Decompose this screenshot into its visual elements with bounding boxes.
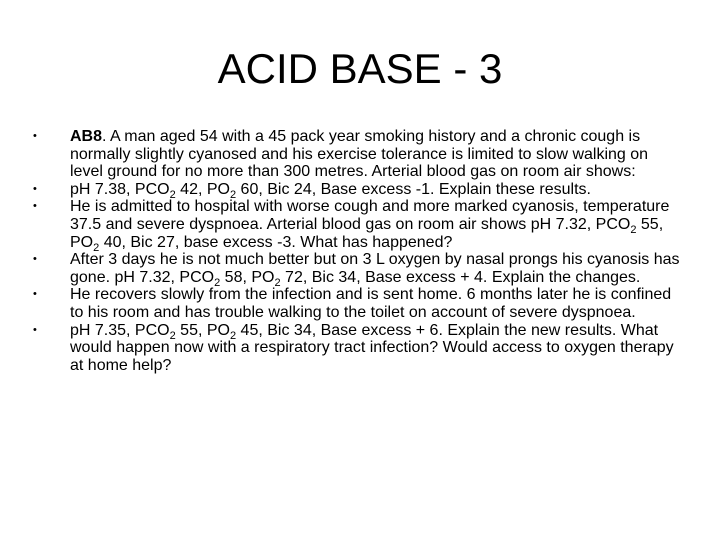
subscript: 2 [229, 188, 237, 201]
bullet-item [33, 286, 685, 321]
bullet-dot-icon: • [33, 200, 37, 213]
bullet-dot-icon: • [33, 182, 37, 195]
bullet-list [33, 128, 685, 374]
bullet-text: 58, PO [220, 268, 275, 286]
bullet-dot-icon: • [33, 288, 37, 301]
bullet-dot-icon: • [33, 130, 37, 142]
bullet-text: 55, PO [70, 215, 664, 251]
bullet-text: . A man aged 54 with a 45 pack year smoking history and a chronic cough is normally slightly cyanosed and his exercise tolerance is limited to slow walking on level ground for no more than 300 metres. Arterial blood gas on room air shows: [70, 128, 649, 181]
bullet-item [33, 180, 685, 201]
bullet-text: pH 7.35, PCO [70, 321, 170, 339]
bullet-text: 60, Bic 24, Base excess -1. Explain these results. [236, 180, 591, 198]
bullet-text: After 3 days he is not much better but on 3 L oxygen by nasal prongs his cyanosis has gone. pH 7.32, PCO [70, 251, 680, 286]
bullet-text: He recovers slowly from the infection and is sent home. 6 months later he is confined to his room and has trouble walking to the toilet on account of severe dyspnoea. [70, 286, 672, 321]
case-label: AB8 [70, 128, 103, 145]
bullet-dot-icon: • [33, 323, 37, 336]
subscript: 2 [93, 241, 100, 254]
bullet-item [33, 198, 685, 254]
bullet-item [33, 251, 685, 289]
slide-title: ACID BASE - 3 [217, 45, 503, 92]
bullet-text: 42, PO [175, 180, 230, 198]
bullet-item [33, 128, 685, 181]
subscript: 2 [169, 188, 176, 201]
subscript: 2 [630, 223, 637, 236]
bullet-text: 55, PO [175, 321, 230, 339]
bullet-text: 45, Bic 34, Base excess + 6. Explain the new results. What would happen now with a respiratory tract infection? Would access to oxygen therapy at home help? [70, 321, 674, 374]
bullet-text: pH 7.38, PCO [70, 180, 170, 198]
bullet-text: 40, Bic 27, base excess -3. What has happened? [99, 233, 453, 251]
subscript: 2 [274, 276, 281, 289]
bullet-dot-icon: • [33, 253, 37, 266]
bullet-item [33, 321, 685, 375]
subscript: 2 [229, 329, 237, 342]
bullet-text: 72, Bic 34, Base excess + 4. Explain the changes. [280, 268, 641, 286]
subscript: 2 [214, 276, 221, 289]
bullet-text: He is admitted to hospital with worse cough and more marked cyanosis, temperature 37.5 and severe dyspnoea. Arterial blood gas on room air shows pH 7.32, PCO [70, 198, 670, 233]
subscript: 2 [169, 329, 176, 342]
